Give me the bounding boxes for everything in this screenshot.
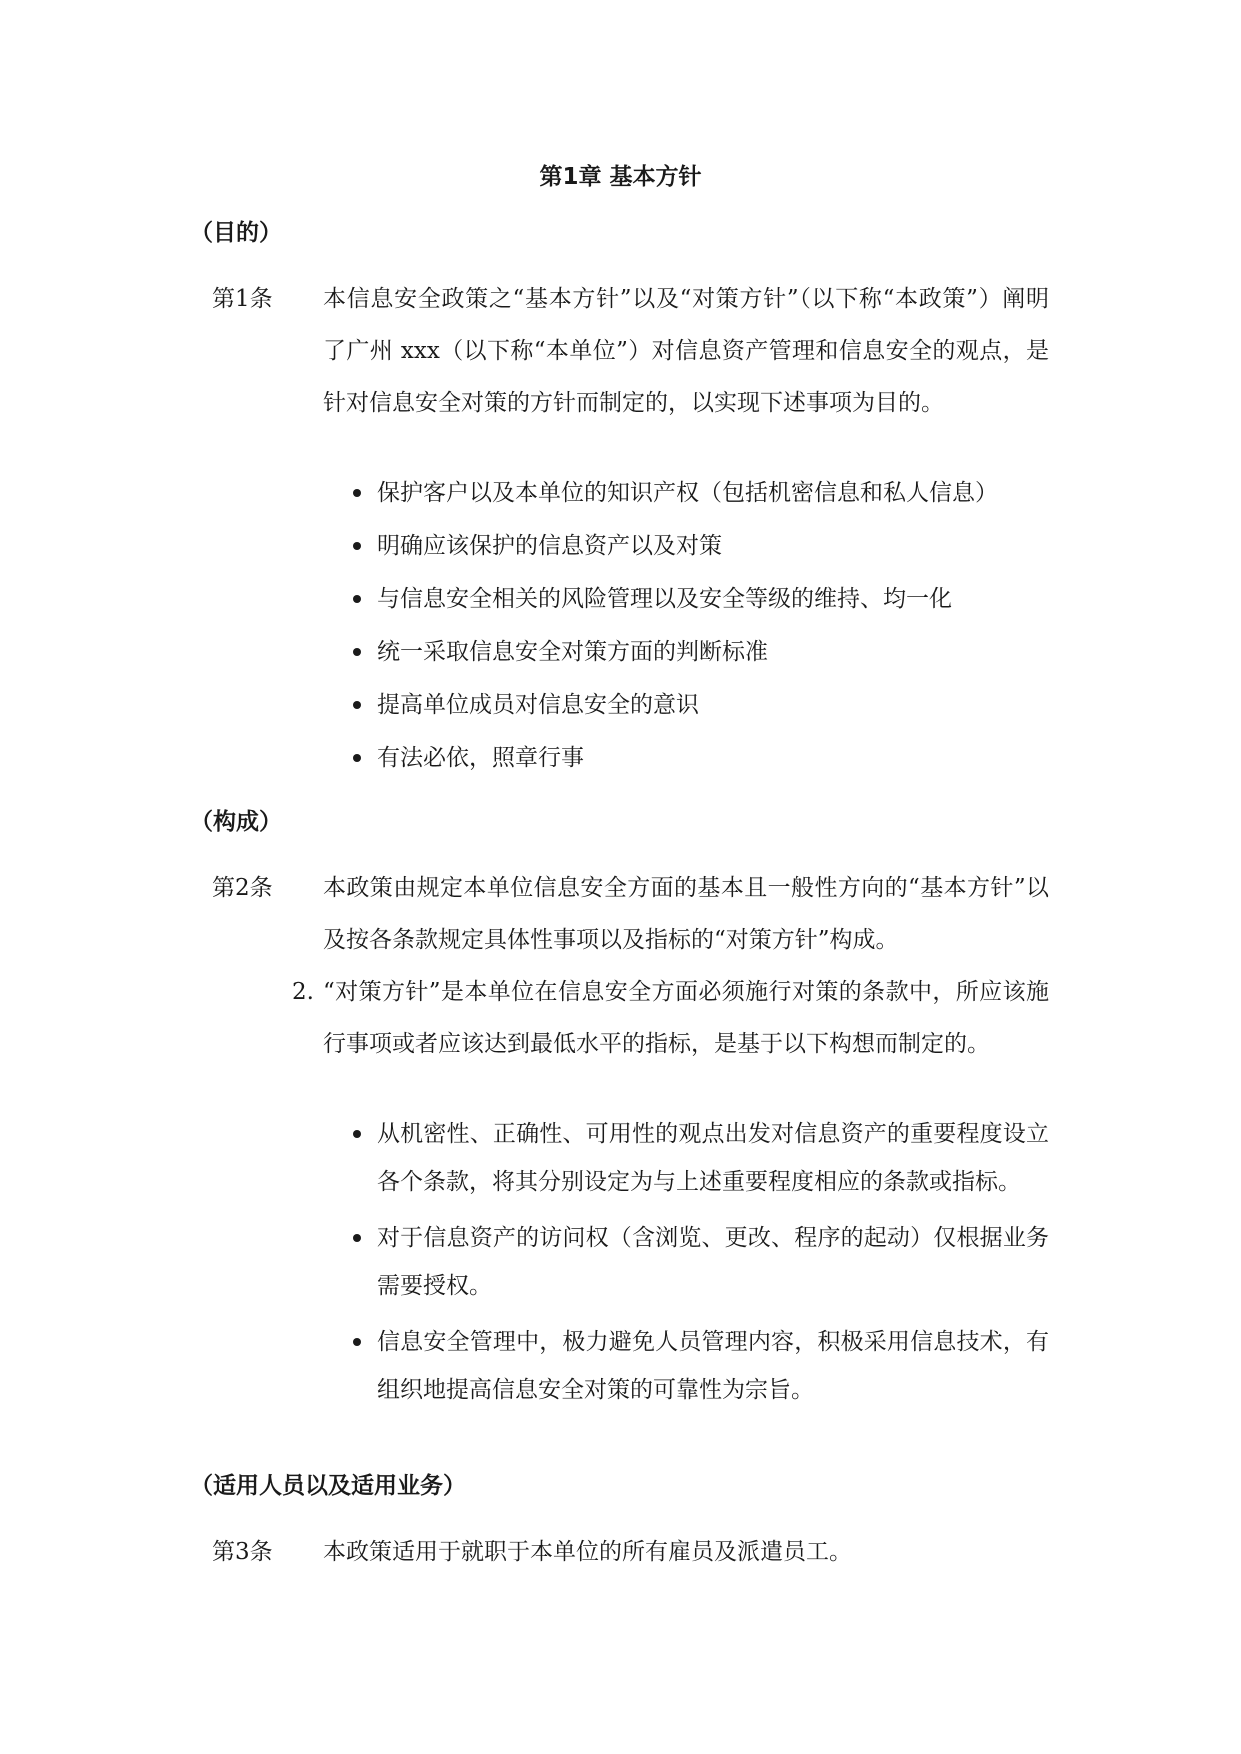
chapter-title: 第1章 基本方针 bbox=[539, 164, 702, 190]
list-item: 从机密性、正确性、可用性的观点出发对信息资产的重要程度设立各个条款，将其分别设定为与上述重要程度相应的条款或指标。 bbox=[350, 1110, 1049, 1206]
bullet-icon bbox=[353, 1130, 361, 1138]
purpose-bullet-list bbox=[350, 467, 1049, 785]
list-item: 提高单位成员对信息安全的意识 bbox=[350, 679, 1049, 732]
section-heading-composition: （构成） bbox=[190, 809, 282, 835]
article-2-item-number: 2. bbox=[292, 979, 314, 1005]
list-item: 与信息安全相关的风险管理以及安全等级的维持、均一化 bbox=[350, 573, 1049, 626]
composition-bullet-list bbox=[350, 1110, 1049, 1422]
bullet-icon bbox=[353, 542, 361, 550]
section-heading-purpose: （目的） bbox=[190, 220, 282, 246]
list-item: 保护客户以及本单位的知识产权（包括机密信息和私人信息） bbox=[350, 467, 1049, 520]
list-item: 统一采取信息安全对策方面的判断标准 bbox=[350, 626, 1049, 679]
article-2-item-2-paragraph: “对策方针”是本单位在信息安全方面必须施行对策的条款中，所应该施行事项或者应该达到最低水平的指标，是基于以下构想而制定的。 bbox=[323, 979, 1049, 1057]
bullet-icon bbox=[353, 701, 361, 709]
list-item: 有法必依，照章行事 bbox=[350, 732, 1049, 785]
article-3-label: 第3条 bbox=[212, 1539, 273, 1565]
bullet-icon bbox=[353, 648, 361, 656]
article-2-paragraph: 本政策由规定本单位信息安全方面的基本且一般性方向的“基本方针”以及按各条款规定具体性事项以及指标的“对策方针”构成。 bbox=[323, 875, 1049, 953]
section-heading-scope: （适用人员以及适用业务） bbox=[190, 1473, 466, 1499]
list-item: 明确应该保护的信息资产以及对策 bbox=[350, 520, 1049, 573]
bullet-icon bbox=[353, 1234, 361, 1242]
article-2-label: 第2条 bbox=[212, 875, 273, 901]
list-item: 对于信息资产的访问权（含浏览、更改、程序的起动）仅根据业务需要授权。 bbox=[350, 1214, 1049, 1310]
article-3-paragraph: 本政策适用于就职于本单位的所有雇员及派遣员工。 bbox=[323, 1539, 852, 1565]
list-item: 信息安全管理中，极力避免人员管理内容，积极采用信息技术，有组织地提高信息安全对策的可靠性为宗旨。 bbox=[350, 1318, 1049, 1414]
article-1-paragraph: 本信息安全政策之“基本方针”以及“对策方针”（以下称“本政策”）阐明了广州 xxx（以下称“本单位”）对信息资产管理和信息安全的观点，是针对信息安全对策的方针而制定的，以实现下述事项为目的。 bbox=[323, 286, 1049, 416]
bullet-icon bbox=[353, 595, 361, 603]
article-1-label: 第1条 bbox=[212, 286, 273, 312]
bullet-icon bbox=[353, 489, 361, 497]
bullet-icon bbox=[353, 754, 361, 762]
bullet-icon bbox=[353, 1338, 361, 1346]
